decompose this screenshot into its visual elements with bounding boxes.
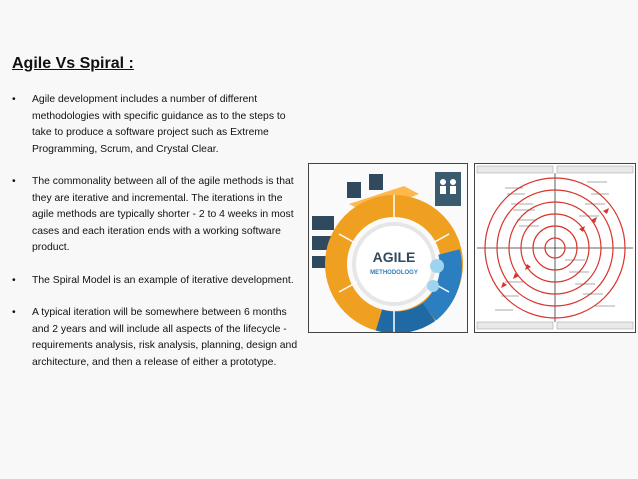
bullet-text: The commonality between all of the agile methods is that they are iterative and incremental. The iterations in the agile methods are typically shorter - 2 to 4 weeks in most cases and each iteration ends with a working software product. [32, 176, 294, 253]
cycle-icon [427, 280, 439, 292]
top-box [347, 182, 361, 198]
person-icon [440, 179, 446, 185]
slide-title: Agile Vs Spiral : [12, 55, 134, 72]
people-box [435, 172, 461, 206]
person-icon [450, 186, 456, 194]
bullet-text: The Spiral Model is an example of iterative development. [32, 274, 294, 286]
outer-ring-blue-segment [379, 312, 429, 322]
bullet-dot: • [12, 176, 16, 187]
agile-center-title: AGILE [372, 249, 416, 265]
bullet-item [12, 273, 304, 290]
quadrant-header [557, 322, 633, 329]
agile-center-subtitle: METHODOLOGY [370, 270, 418, 276]
bullet-item [12, 174, 304, 257]
agile-wheel-svg [309, 164, 467, 332]
bullet-text: Agile development includes a number of different methodologies with specific guidance as to the steps to take to produce a software project such as Extreme Programming, Scrum, and Crystal Clear. [32, 94, 286, 155]
bullet-text: A typical iteration will be somewhere between 6 months and 2 years and will include all aspects of the lifecycle - requirements analysis, risk analysis, planning, design and architecture, and then a release of either a prototype. [32, 307, 298, 368]
bullet-item [12, 305, 304, 371]
comparison-figure [308, 163, 636, 333]
top-box [369, 174, 383, 190]
spiral-model-diagram [474, 163, 636, 333]
side-box [312, 216, 334, 230]
person-icon [440, 186, 446, 194]
bullet-dot: • [12, 307, 16, 318]
cycle-icon [430, 259, 444, 273]
quadrant-header [477, 166, 553, 173]
spiral-svg [475, 164, 635, 332]
quadrant-header [557, 166, 633, 173]
quadrant-header [477, 322, 553, 329]
bullet-dot: • [12, 274, 16, 286]
bullet-list [12, 92, 304, 387]
person-icon [450, 179, 456, 185]
bullet-item [12, 92, 304, 158]
agile-methodology-diagram [308, 163, 468, 333]
bullet-dot: • [12, 94, 16, 105]
